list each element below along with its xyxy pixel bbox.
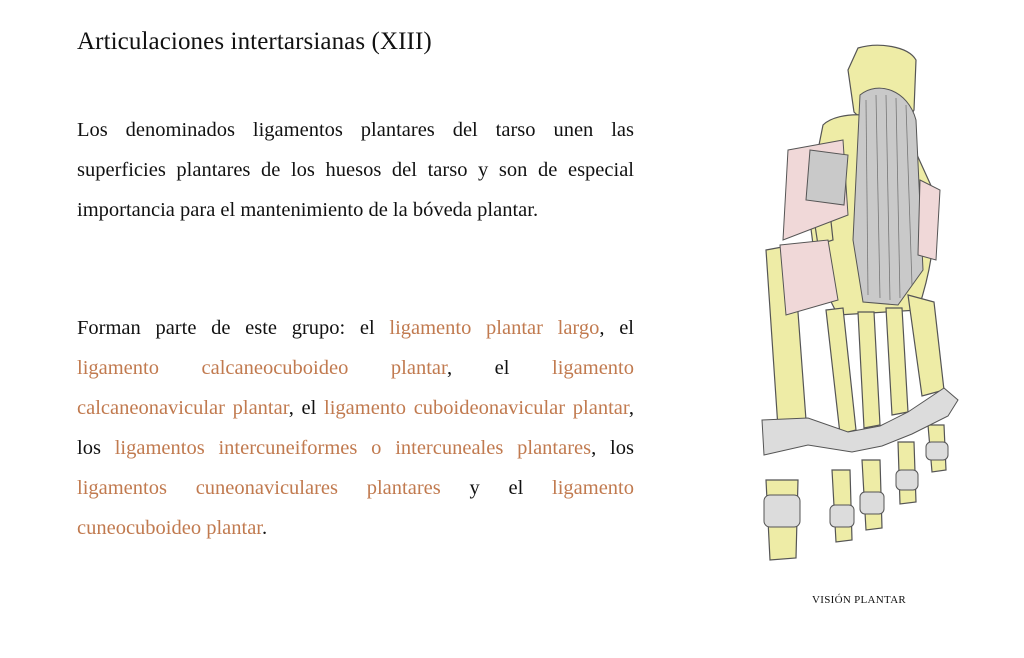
paragraph-text: y el [440,477,553,499]
ligament-term: ligamento cuboideonavicular plantar [324,397,629,419]
calcaneocuboid-ligament [806,150,848,205]
ip-capsule-2 [830,505,854,527]
metatarsal-2 [826,308,856,434]
metatarsal-4 [886,308,908,415]
metatarsal-5 [908,295,944,396]
paragraph-text: , el [599,317,634,339]
paragraph-text: , los [591,437,634,459]
ligament-term: ligamentos intercuneiformes o intercuneales plantares [114,437,592,459]
ligament-term: ligamento calcaneonavicular plantar [77,357,634,419]
paragraph-text: Forman parte de este grupo: el [77,317,390,339]
ligament-term: ligamento cuneocuboideo plantar [77,477,634,539]
ip-capsule-3 [860,492,884,514]
ligament-term: ligamentos cuneonaviculares plantares [77,477,441,499]
lateral-plantar-ligament [918,180,940,260]
page-title: Articulaciones intertarsianas (XIII) [77,28,432,55]
paragraph-text: , los [77,397,635,459]
figure-caption: VISIÓN PLANTAR [812,594,907,606]
ligaments-list-paragraph [77,308,634,548]
metatarsal-3 [858,312,880,428]
ligament-term: ligamento plantar largo [389,317,600,339]
ip-capsule-5 [926,442,948,460]
paragraph-text: , el [288,397,325,419]
paragraph-text: , el [447,357,553,379]
foot-plantar-illustration [748,40,978,580]
paragraph-text: . [262,517,268,539]
intro-paragraph: Los denominados ligamentos plantares del tarso unen las superficies plantares de los huesos del tarso y son de especial importancia para el mantenimiento de la bóveda plantar. [77,119,634,221]
ip-capsule-1 [764,495,800,527]
ip-capsule-4 [896,470,918,490]
cuneonavicular-ligament [780,240,838,315]
ligament-term: ligamento calcaneocuboideo plantar [77,357,447,379]
